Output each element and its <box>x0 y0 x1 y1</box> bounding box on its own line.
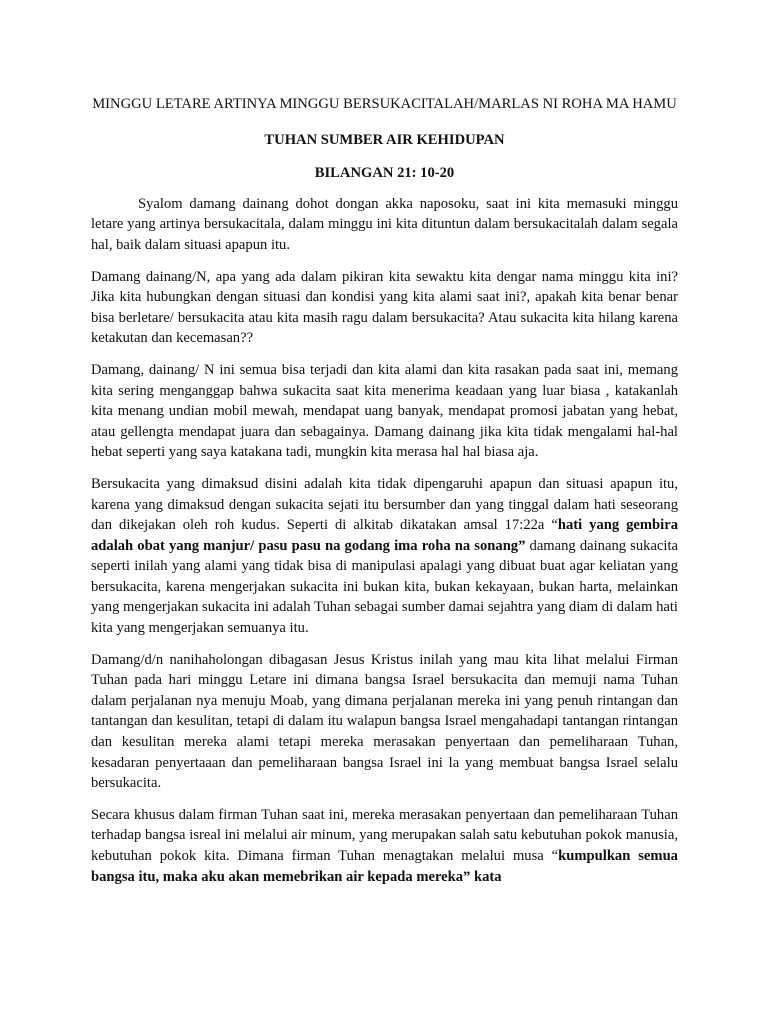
paragraph-question: Damang dainang/N, apa yang ada dalam pikiran kita sewaktu kita dengar nama minggu kita ini? Jika kita hubungkan dengan situasi dan kondisi yang kita alami saat ini?, apakah kita benar benar bisa berletare/ bersukacita atau kita masih ragu dalam bersukacita? Atau sukacita kita hilang karena ketakutan dan kecemasan?? <box>91 268 678 347</box>
document-body <box>91 94 678 887</box>
proverbs-quote: hati yang gembira adalah obat yang manjur/ pasu pasu na godang ima roha na sonang” <box>91 517 678 554</box>
moses-quote: kumpulkan semua bangsa itu, maka aku akan memebrikan air kepada mereka” kata <box>91 848 678 885</box>
paragraph-experience: Damang, dainang/ N ini semua bisa terjadi dan kita alami dan kita rasakan pada saat ini, memang kita sering menganggap bahwa sukacita saat kita menerima keadaan yang luar biasa , katakanlah kita menang undian mobil mewah, mendapat uang banyak, mendapat promosi jabatan yang hebat, atau gellengta mendapat juara dan sebagainya. Damang dainang jika kita tidak mengalami hal-hal hebat seperti yang saya katakana tadi, mungkin kita merasa hal hal biasa aja. <box>91 361 678 461</box>
paragraph-water-provision <box>91 805 678 887</box>
sermon-title: TUHAN SUMBER AIR KEHIDUPAN <box>264 131 505 148</box>
paragraph-israel-journey: Damang/d/n nanihaholongan dibagasan Jesus Kristus inilah yang mau kita lihat melalui Firman Tuhan pada hari minggu Letare ini dimana bangsa Israel bersukacita dan memuji nama Tuhan dalam perjalanan nya menuju Moab, yang dimana perjalanan mereka ini yang penuh rintangan dan tantangan dan kesulitan, tetapi di dalam itu walapun bangsa Israel mengahadapi tantangan rintangan dan kesulitan mereka alami tetapi mereka merasakan penyertaan dan pemeliharaan Tuhan, kesadaran penyertaaan dan pemeliharaan bangsa Israel ini la yang membuat bangsa Israel selalu bersukacita. <box>91 651 678 792</box>
paragraph-true-joy-text-b: damang dainang sukacita seperti inilah yang alami yang tidak bisa di manipulasi apalagi yang dibuat buat agar keliatan yang bersukacita, karena mengerjakan sukacita ini bukan kita, bukan kekayaan, bukan harta, melainkan yang mengerjakan sukacita ini adalah Tuhan sebagai sumber damai sejahtra yang diam di dalam hati kita yang mengerjakan semuanya itu. <box>91 537 678 637</box>
scripture-reference: BILANGAN 21: 10-20 <box>314 165 455 182</box>
paragraph-true-joy <box>91 474 678 639</box>
heading-sunday-name: MINGGU LETARE ARTINYA MINGGU BERSUKACITALAH/MARLAS NI ROHA MA HAMU <box>92 96 677 112</box>
paragraph-true-joy-text-a: Bersukacita yang dimaksud disini adalah kita tidak dipengaruhi apapun dan situasi apapun itu, karena yang dimaksud dengan sukacita sejati itu bersumber dan yang tinggal dalam hati seseorang dan dikejakan oleh roh kudus. Seperti di alkitab dikatakan amsal 17:22a “ <box>91 475 678 534</box>
paragraph-water-provision-text: Secara khusus dalam firman Tuhan saat ini, mereka merasakan penyertaan dan pemeliharaan Tuhan terhadap bangsa isreal ini melalui air minum, yang merupakan salah satu kebutuhan pokok manusia, kebutuhan pokok kita. Dimana firman Tuhan menagtakan melalui musa “ <box>91 806 678 864</box>
paragraph-greeting: Syalom damang dainang dohot dongan akka naposoku, saat ini kita memasuki minggu letare yang artinya bersukacitala, dalam minggu ini kita dituntun dalam bersukacitalah dalam segala hal, baik dalam situasi apapun itu. <box>91 195 678 253</box>
